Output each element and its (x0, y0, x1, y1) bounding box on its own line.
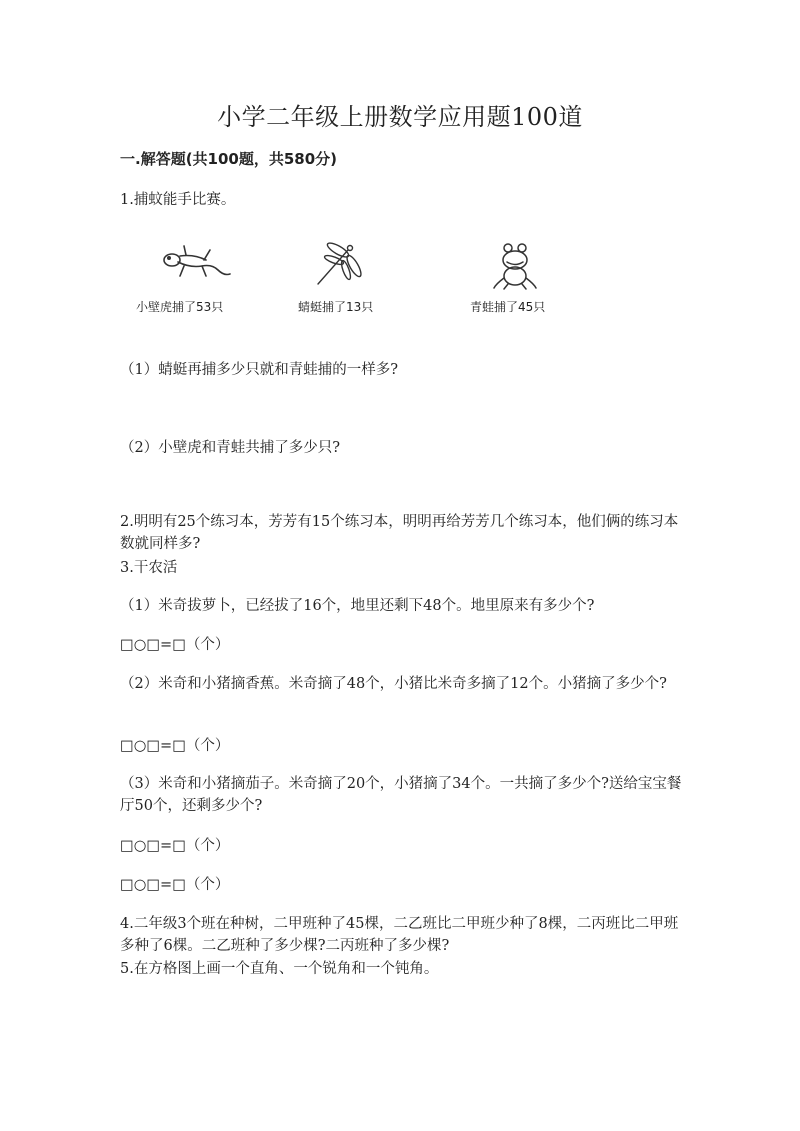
frog-icon (490, 240, 540, 290)
q5-text: 5.在方格图上画一个直角、一个锐角和一个钝角。 (120, 961, 439, 977)
gecko-icon (150, 240, 240, 290)
page-title: 小学二年级上册数学应用题100道 (217, 103, 583, 131)
q3-stem: 3.干农活 (120, 560, 178, 576)
formula-1: □○□=□（个） (120, 637, 230, 653)
formula-3: □○□=□（个） (120, 838, 230, 854)
dragonfly-caption: 蜻蜓捕了13只 (298, 300, 374, 314)
q3-sub2: （2）米奇和小猪摘香蕉。米奇摘了48个，小猪比米奇多摘了12个。小猪摘了多少个? (120, 676, 667, 692)
formula-4: □○□=□（个） (120, 877, 230, 893)
q1-sub2: （2）小壁虎和青蛙共捕了多少只? (120, 440, 340, 456)
frog-caption: 青蛙捕了45只 (470, 300, 546, 314)
q1-stem: 1.捕蚊能手比赛。 (120, 192, 236, 208)
frog-figure (470, 240, 550, 320)
dragonfly-figure (298, 240, 378, 320)
q3-sub3: （3）米奇和小猪摘茄子。米奇摘了20个，小猪摘了34个。一共摘了多少个?送给宝宝餐厅50个，还剩多少个? (120, 776, 682, 814)
gecko-figure (136, 240, 240, 320)
q2-text: 2.明明有25个练习本，芳芳有15个练习本，明明再给芳芳几个练习本，他们俩的练习本数就同样多? (120, 514, 679, 552)
section-heading: 一.解答题(共100题，共580分) (120, 150, 338, 168)
dragonfly-icon (308, 240, 368, 290)
q3-sub1: （1）米奇拔萝卜，已经拔了16个，地里还剩下48个。地里原来有多少个? (120, 598, 595, 614)
gecko-caption: 小壁虎捕了53只 (136, 300, 224, 314)
q4-text: 4.二年级3个班在种树，二甲班种了45棵，二乙班比二甲班少种了8棵，二丙班比二甲班多种了6棵。二乙班种了多少棵?二丙班种了多少棵? (120, 916, 679, 954)
formula-2: □○□=□（个） (120, 738, 230, 754)
q1-sub1: （1）蜻蜓再捕多少只就和青蛙捕的一样多? (120, 362, 398, 378)
